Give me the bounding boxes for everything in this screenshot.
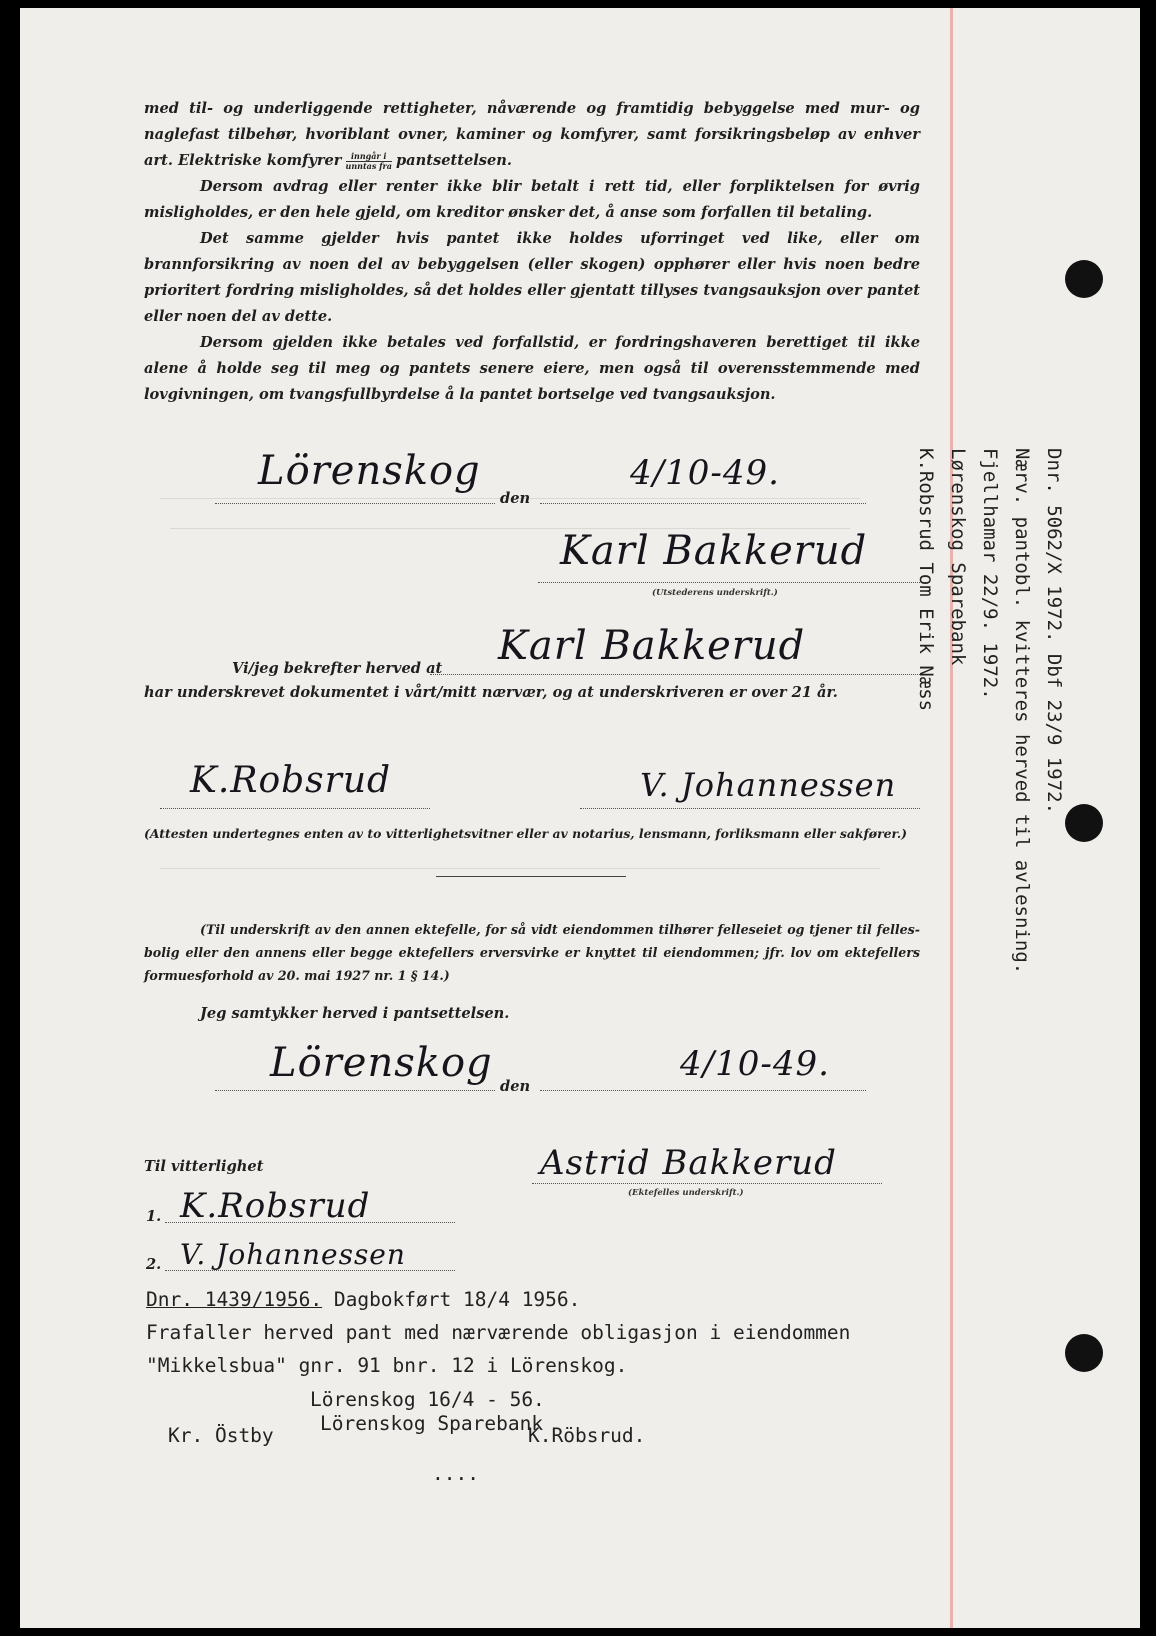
release-note-date: Lörenskog 16/4 - 56.	[310, 1388, 545, 1411]
margin-note-line-1: Dnr. 5062/X 1972. Dbf 23/9 1972.	[1043, 448, 1065, 815]
fraction-bottom: unntas fra	[345, 160, 392, 171]
release-dagbok: Dagbokført 18/4 1956.	[322, 1288, 581, 1311]
paragraph-property-text: med til- og underliggende rettigheter, nåværende og framtidig bebyggelse med mur- og naglefast tilbehør, hvoriblant ovner, kaminer og komfyrer, samt forsikringsbeløp av enhver art. Elektriske komfyrer	[144, 100, 920, 169]
confirmed-name: Karl Bakkerud	[498, 623, 806, 669]
issuer-line	[538, 582, 928, 583]
paragraph-enforcement: Dersom gjelden ikke betales ved forfallstid, er fordringshaveren berettiget til ikke alene å holde seg til meg og pantets senere eiere, men også til overensstemmende med lovgivningen, om tvangsfullbyrdelse å la pantet bortselge ved tvangsauksjon.	[144, 334, 920, 403]
punch-hole	[1065, 1334, 1103, 1372]
margin-note-line-5: K.Robsrud Tom Erik Næss	[915, 448, 937, 712]
confirm-text: har underskrevet dokumentet i vårt/mitt nærvær, og at underskriveren er over 21 år.	[144, 684, 838, 701]
release-note-line-1	[146, 1284, 946, 1315]
attest-caption: (Attesten undertegnes enten av to vitterlighetsvitner eller av notarius, lensmann, forliksmann eller sakfører.)	[144, 826, 908, 841]
spouse-note-text: (Til underskrift av den annen ektefelle, for så vidt eiendommen tilhører felleseiet og tjener til felles-bolig eller den annens eller begge ektefellers erversvirke er knyttet til eiendommen; jfr. lov om ektefellers formuesforhold av 20. mai 1927 nr. 1 § 14.)	[144, 922, 920, 983]
punch-hole	[1065, 260, 1103, 298]
spouse-signature: Astrid Bakkerud	[540, 1143, 837, 1183]
spouse-note	[144, 918, 920, 987]
confirm-label: Vi/jeg bekrefter herved at	[232, 660, 443, 677]
issuer-caption: (Utstederens underskrift.)	[652, 588, 778, 598]
handwritten-date-2: 4/10-49.	[680, 1044, 830, 1084]
paragraph-default: Dersom avdrag eller renter ikke blir betalt i rett tid, eller forpliktelsen for øvrig misligholdes, er den hele gjeld, om kreditor ønsker det, å anse som forfallen til betaling.	[144, 178, 920, 221]
punch-hole	[1065, 804, 1103, 842]
release-note-line-3: "Mikkelsbua" gnr. 91 bnr. 12 i Lörenskog.	[146, 1354, 628, 1377]
fraction-choice	[346, 152, 392, 171]
witness-number-1: 1.	[146, 1208, 162, 1225]
margin-note-line-4: Lørenskog Sparebank	[947, 448, 969, 666]
release-signer-left: Kr. Östby	[168, 1424, 274, 1447]
consent-text: Jeg samtykker herved i pantsettelsen.	[200, 1005, 510, 1022]
handwritten-place-2: Lörenskog	[270, 1040, 493, 1086]
spouse-line	[532, 1183, 882, 1184]
witness-line-b	[580, 808, 920, 809]
release-dnr: Dnr. 1439/1956.	[146, 1288, 323, 1311]
witness-label: Til vitterlighet	[144, 1158, 264, 1175]
terms-text	[144, 96, 920, 408]
paragraph-property	[144, 96, 920, 174]
witness-2-line	[165, 1270, 455, 1271]
den-label-2: den	[500, 1078, 531, 1095]
divider-rule	[436, 876, 626, 877]
margin-note-line-2: Nærv. pantobl. kvitteres herved til avlesning.	[1011, 448, 1033, 975]
date-line	[540, 503, 866, 504]
spouse-caption: (Ektefelles underskrift.)	[628, 1188, 744, 1198]
witness-1-line	[165, 1222, 455, 1223]
bleed-through	[160, 868, 880, 869]
witness-1-signature: K.Robsrud	[180, 1186, 371, 1226]
paragraph-maintenance: Det samme gjelder hvis pantet ikke holdes uforringet ved like, eller om brannforsikring av noen del av bebyggelsen (eller skogen) opphører eller hvis noen bedre prioritert fordring misligholdes, så det holdes eller gjentatt tillyses tvangsauksjon over pantet eller noen del av dette.	[144, 230, 920, 325]
witness-line-a	[160, 808, 430, 809]
margin-note-line-3: Fjellhamar 22/9. 1972.	[979, 448, 1001, 700]
date-line-2	[540, 1090, 866, 1091]
witness-2-signature: V. Johannessen	[180, 1238, 406, 1271]
release-note-line-2: Frafaller herved pant med nærværende obligasjon i eiendommen	[146, 1321, 851, 1344]
den-label: den	[500, 490, 531, 507]
document-page	[20, 8, 1140, 1628]
release-dots: ....	[432, 1462, 479, 1485]
handwritten-place: Lörenskog	[258, 448, 481, 494]
witness-signature-b: V. Johannessen	[640, 766, 897, 804]
fraction-top: inngår i	[346, 152, 392, 162]
issuer-signature: Karl Bakkerud	[560, 528, 868, 574]
release-signer-right: K.Röbsrud.	[528, 1424, 646, 1447]
paragraph-property-end: pantsettelsen.	[395, 152, 512, 169]
release-note-bank: Lörenskog Sparebank	[320, 1412, 544, 1435]
handwritten-date: 4/10-49.	[630, 453, 780, 493]
confirm-line	[430, 674, 926, 675]
place-line-2	[215, 1090, 495, 1091]
witness-number-2: 2.	[146, 1256, 162, 1273]
witness-signature-a: K.Robsrud	[190, 760, 392, 801]
place-line	[215, 503, 495, 504]
